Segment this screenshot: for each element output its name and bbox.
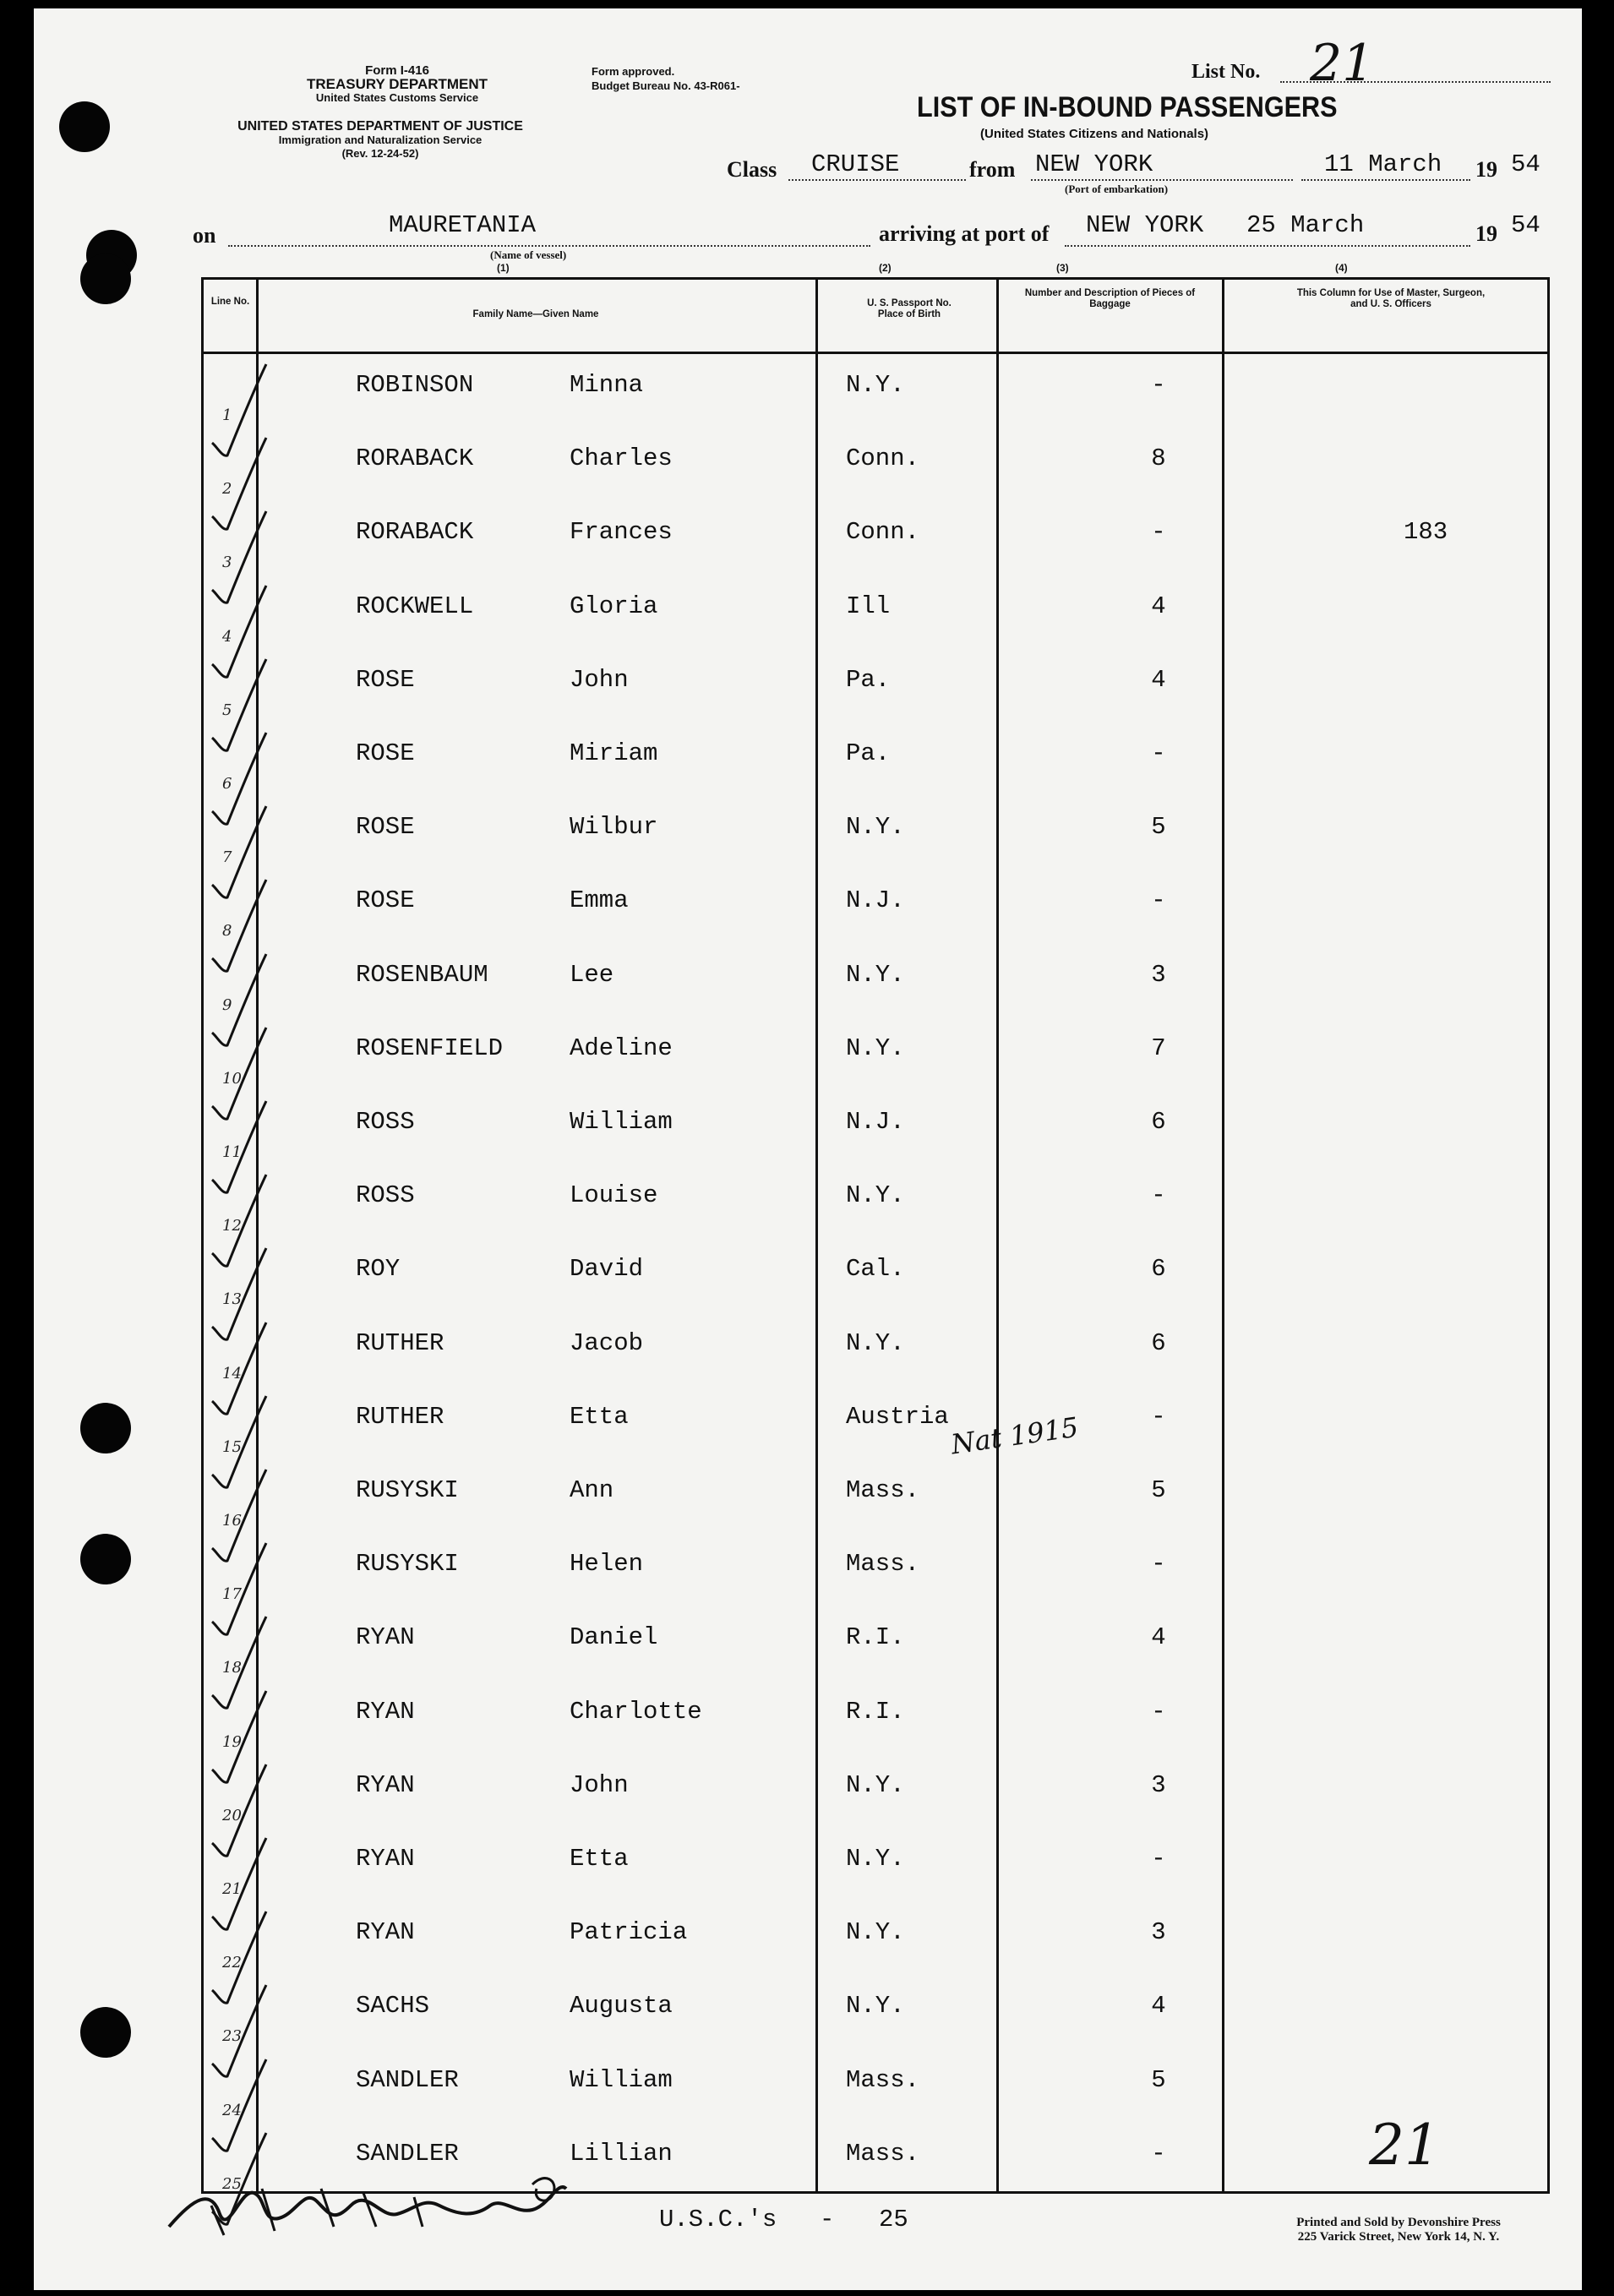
line-number: 5 [222, 701, 232, 719]
table-row [204, 1238, 1547, 1312]
footer-count: 25 [879, 2206, 908, 2233]
baggage-count: 6 [1151, 1255, 1166, 1284]
table-row [204, 2049, 1547, 2123]
printer-line-2: 225 Varick Street, New York 14, N. Y. [1297, 2230, 1500, 2244]
header-line-no: Line No. [210, 297, 250, 307]
line-number: 10 [222, 1069, 242, 1088]
line-number: 21 [222, 1880, 242, 1898]
family-name: RYAN [356, 1845, 415, 1873]
baggage-count: - [1151, 518, 1166, 547]
given-name: Ann [570, 1476, 614, 1504]
table-row [204, 1606, 1547, 1680]
baggage-count: 4 [1151, 1992, 1166, 2021]
given-name: William [570, 2065, 673, 2094]
line-number: 8 [222, 922, 232, 941]
place-of-birth: Austria [846, 1402, 949, 1431]
baggage-count: 8 [1151, 444, 1166, 473]
given-name: Emma [570, 886, 629, 915]
class-value: CRUISE [811, 150, 900, 178]
line-number: 7 [222, 848, 232, 867]
line-number: 24 [222, 2101, 242, 2119]
line-number: 22 [222, 1954, 242, 1972]
col3-caption: (3) [1056, 262, 1069, 274]
place-of-birth: Cal. [846, 1255, 905, 1284]
line-number: 23 [222, 2027, 242, 2046]
line-number: 18 [222, 1659, 242, 1677]
place-of-birth: Mass. [846, 1476, 920, 1504]
from-label: from [969, 157, 1016, 182]
baggage-count: - [1151, 739, 1166, 767]
header-officers: This Column for Use of Master, Surgeon, and U. S. Officers [1296, 288, 1486, 309]
budget-bureau: Budget Bureau No. 43-R061- [592, 79, 740, 92]
given-name: Wilbur [570, 813, 658, 842]
baggage-count: 3 [1151, 960, 1166, 989]
punch-hole [59, 101, 110, 152]
baggage-count: - [1151, 2139, 1166, 2168]
table-row [204, 1312, 1547, 1386]
line-number: 11 [222, 1143, 242, 1161]
table-row [204, 1533, 1547, 1606]
table-row [204, 1091, 1547, 1164]
given-name: Helen [570, 1550, 644, 1579]
line-number: 6 [222, 775, 232, 793]
place-of-birth: N.Y. [846, 1181, 905, 1210]
line-number: 12 [222, 1217, 242, 1235]
list-no-label: List No. [1191, 61, 1261, 83]
given-name: David [570, 1255, 644, 1284]
baggage-count: 3 [1151, 1918, 1166, 1947]
punch-hole [80, 2007, 131, 2058]
list-no-value: 21 [1310, 34, 1375, 93]
punch-hole [80, 1403, 131, 1453]
given-name: Lillian [570, 2139, 673, 2168]
line-number: 9 [222, 995, 232, 1014]
form-title: LIST OF IN-BOUND PASSENGERS [917, 91, 1338, 123]
family-name: ROSE [356, 739, 415, 767]
place-of-birth: N.Y. [846, 1033, 905, 1062]
agency-block [245, 64, 549, 105]
table-row [204, 575, 1547, 649]
place-of-birth: Mass. [846, 2065, 920, 2094]
vessel-line [228, 245, 870, 247]
given-name: Augusta [570, 1992, 673, 2021]
family-name: ROCKWELL [356, 592, 474, 620]
family-name: SACHS [356, 1992, 430, 2021]
given-name: Etta [570, 1845, 629, 1873]
family-name: RYAN [356, 1697, 415, 1726]
officer-note: 183 [1404, 518, 1448, 547]
baggage-count: - [1151, 1402, 1166, 1431]
form-subtitle: (United States Citizens and Nationals) [980, 127, 1209, 141]
baggage-count: 6 [1151, 1328, 1166, 1357]
given-name: Gloria [570, 592, 658, 620]
place-of-birth: N.Y. [846, 1918, 905, 1947]
given-name: Louise [570, 1181, 658, 1210]
family-name: ROSE [356, 665, 415, 694]
footer-dash: - [820, 2206, 835, 2233]
port-caption: (Port of embarkation) [1065, 183, 1169, 195]
baggage-count: - [1151, 1550, 1166, 1579]
place-of-birth: N.Y. [846, 1328, 905, 1357]
family-name: RUTHER [356, 1402, 444, 1431]
given-name: Etta [570, 1402, 629, 1431]
printer-credit [1213, 2216, 1584, 2244]
table-row [204, 1017, 1547, 1091]
given-name: John [570, 1770, 629, 1799]
given-name: William [570, 1108, 673, 1136]
baggage-count: - [1151, 1181, 1166, 1210]
place-of-birth: Mass. [846, 2139, 920, 2168]
place-of-birth: Conn. [846, 444, 920, 473]
arriving-label: arriving at port of [879, 221, 1050, 246]
place-of-birth: Pa. [846, 739, 891, 767]
line-number: 14 [222, 1364, 242, 1383]
line-number: 25 [222, 2174, 242, 2193]
place-of-birth: N.Y. [846, 960, 905, 989]
table-row [204, 649, 1547, 723]
form-page [34, 8, 1582, 2290]
place-of-birth: Mass. [846, 1550, 920, 1579]
header-name: Family Name—Given Name [472, 309, 599, 319]
place-of-birth: N.J. [846, 1108, 905, 1136]
line-number: 1 [222, 406, 232, 424]
given-name: Frances [570, 518, 673, 547]
baggage-count: - [1151, 886, 1166, 915]
place-of-birth: Pa. [846, 665, 891, 694]
from-line [1031, 179, 1293, 181]
family-name: RORABACK [356, 518, 474, 547]
family-name: ROY [356, 1255, 401, 1284]
baggage-count: - [1151, 371, 1166, 399]
line-number: 16 [222, 1512, 242, 1530]
place-of-birth: N.Y. [846, 813, 905, 842]
punch-hole [80, 254, 131, 304]
family-name: ROSS [356, 1181, 415, 1210]
arrival-year-prefix: 19 [1475, 221, 1497, 246]
place-of-birth: N.J. [846, 886, 905, 915]
given-name: Minna [570, 371, 644, 399]
family-name: RORABACK [356, 444, 474, 473]
table-row [204, 1754, 1547, 1828]
justice-block [186, 120, 575, 161]
given-name: Adeline [570, 1033, 673, 1062]
arrival-line [1065, 245, 1470, 247]
given-name: Miriam [570, 739, 658, 767]
col2-caption: (2) [879, 262, 892, 274]
signature [161, 2155, 668, 2248]
col4-caption: (4) [1335, 262, 1348, 274]
line-number: 2 [222, 480, 232, 499]
line-number: 3 [222, 554, 232, 572]
family-name: SANDLER [356, 2065, 459, 2094]
given-name: Daniel [570, 1623, 658, 1652]
customs-service: United States Customs Service [315, 91, 479, 104]
family-name: ROSE [356, 886, 415, 915]
family-name: RUTHER [356, 1328, 444, 1357]
punch-hole [80, 1534, 131, 1584]
baggage-count: - [1151, 1697, 1166, 1726]
family-name: ROSS [356, 1108, 415, 1136]
baggage-count: 5 [1151, 2065, 1166, 2094]
table-row [204, 1901, 1547, 1975]
family-name: ROBINSON [356, 371, 474, 399]
place-of-birth: Conn. [846, 518, 920, 547]
line-number: 4 [222, 627, 232, 646]
family-name: RUSYSKI [356, 1476, 459, 1504]
table-row [204, 1164, 1547, 1238]
place-of-birth: R.I. [846, 1623, 905, 1652]
from-value: NEW YORK [1035, 150, 1153, 178]
justice-department: UNITED STATES DEPARTMENT OF JUSTICE [237, 119, 523, 134]
place-of-birth: Ill [846, 592, 891, 620]
depart-year-prefix: 19 [1475, 157, 1497, 182]
table-row [204, 1975, 1547, 2048]
depart-date-line [1301, 179, 1470, 181]
table-row [204, 1459, 1547, 1533]
table-row [204, 501, 1547, 575]
ins-service: Immigration and Naturalization Service [278, 134, 483, 146]
baggage-count: 4 [1151, 1623, 1166, 1652]
line-number: 20 [222, 1806, 242, 1824]
arrival-port: NEW YORK [1086, 211, 1204, 239]
table-row [204, 1681, 1547, 1754]
form-approved: Form approved. [592, 65, 675, 78]
given-name: Charles [570, 444, 673, 473]
on-label: on [193, 223, 216, 248]
line-number: 17 [222, 1585, 242, 1604]
vessel-caption: (Name of vessel) [490, 248, 567, 261]
place-of-birth: N.Y. [846, 371, 905, 399]
col1-caption: (1) [497, 262, 510, 274]
table-row [204, 354, 1547, 428]
depart-date: 11 March [1324, 150, 1442, 178]
header-passport: U. S. Passport No. Place of Birth [867, 298, 951, 319]
header-baggage: Number and Description of Pieces of Baggage [1024, 288, 1196, 309]
place-of-birth: N.Y. [846, 1992, 905, 2021]
baggage-count: 5 [1151, 1476, 1166, 1504]
table-row [204, 723, 1547, 796]
vessel-name: MAURETANIA [389, 211, 537, 239]
family-name: RYAN [356, 1623, 415, 1652]
form-number: Form I-416 [365, 63, 429, 78]
family-name: SANDLER [356, 2139, 459, 2168]
page-total-handwritten: 21 [1369, 2113, 1440, 2178]
approval-block [592, 64, 740, 93]
table-row [204, 796, 1547, 870]
passenger-table [201, 277, 1550, 2194]
given-name: Patricia [570, 1918, 688, 1947]
place-of-birth: N.Y. [846, 1845, 905, 1873]
baggage-count: 4 [1151, 665, 1166, 694]
table-row [204, 428, 1547, 501]
place-of-birth: R.I. [846, 1697, 905, 1726]
revision: (Rev. 12-24-52) [341, 147, 419, 160]
depart-year: 54 [1511, 150, 1540, 178]
naturalization-note: Nat 1915 [949, 1410, 1081, 1461]
printer-line-1: Printed and Sold by Devonshire Press [1296, 2216, 1501, 2229]
family-name: RUSYSKI [356, 1550, 459, 1579]
table-row [204, 870, 1547, 943]
table-row [204, 1386, 1547, 1459]
given-name: Jacob [570, 1328, 644, 1357]
footer-count-label: U.S.C.'s [659, 2206, 777, 2233]
arrival-date: 25 March [1246, 211, 1365, 239]
place-of-birth: N.Y. [846, 1770, 905, 1799]
baggage-count: 7 [1151, 1033, 1166, 1062]
baggage-count: 5 [1151, 813, 1166, 842]
class-line [788, 179, 966, 181]
family-name: RYAN [356, 1918, 415, 1947]
class-label: Class [727, 157, 777, 182]
line-number: 15 [222, 1437, 242, 1456]
family-name: ROSE [356, 813, 415, 842]
arrival-year: 54 [1511, 211, 1540, 239]
baggage-count: 3 [1151, 1770, 1166, 1799]
line-number: 19 [222, 1732, 242, 1751]
family-name: ROSENBAUM [356, 960, 488, 989]
given-name: Lee [570, 960, 614, 989]
baggage-count: - [1151, 1845, 1166, 1873]
given-name: Charlotte [570, 1697, 702, 1726]
family-name: RYAN [356, 1770, 415, 1799]
line-number: 13 [222, 1290, 242, 1309]
given-name: John [570, 665, 629, 694]
baggage-count: 4 [1151, 592, 1166, 620]
treasury-department: TREASURY DEPARTMENT [306, 76, 488, 92]
table-row [204, 944, 1547, 1017]
table-row [204, 1828, 1547, 1901]
family-name: ROSENFIELD [356, 1033, 504, 1062]
baggage-count: 6 [1151, 1108, 1166, 1136]
